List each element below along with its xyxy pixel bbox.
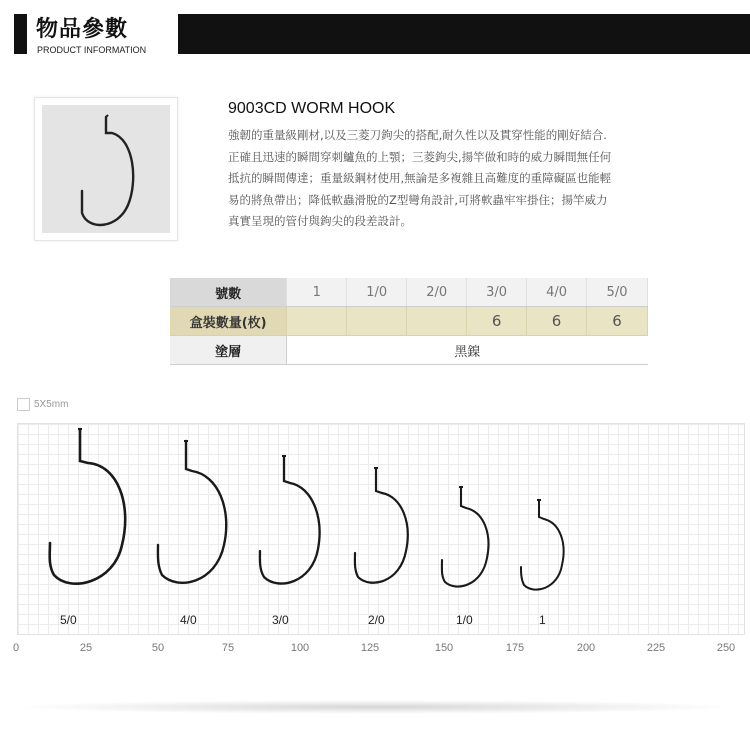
hook-5-0-icon <box>40 425 140 610</box>
coating-value: 黑鎳 <box>287 336 648 365</box>
header-right-bar <box>178 14 750 54</box>
hook-2-0-icon <box>348 465 420 603</box>
qty-cell <box>407 307 467 336</box>
spec-table <box>170 278 648 365</box>
grid-square-icon <box>17 398 30 411</box>
hook-1-icon <box>516 497 574 605</box>
hook-thumbnail-icon <box>42 105 170 233</box>
table-row-coating <box>170 336 648 365</box>
qty-cell <box>347 307 407 336</box>
description-line: 強韌的重量級剛材,以及三菱刀鉤尖的搭配,耐久性以及貫穿性能的剛好結合. <box>228 128 607 142</box>
product-title: 9003CD WORM HOOK <box>228 100 396 117</box>
size-cell: 5/0 <box>587 278 648 307</box>
qty-label: 盒裝數量(枚) <box>170 307 287 336</box>
size-cell: 3/0 <box>467 278 527 307</box>
ruler-tick: 200 <box>576 642 596 654</box>
qty-cell: 6 <box>587 307 648 336</box>
qty-cell <box>287 307 347 336</box>
ruler-tick: 25 <box>79 642 93 654</box>
bottom-shadow <box>10 700 740 714</box>
section-subtitle: PRODUCT INFORMATION <box>37 45 147 55</box>
table-row-qty <box>170 307 648 336</box>
description-line: 抵抗的瞬間傳達；重量級鋼材使用,無論是多複雜且高難度的重障礙區也能輕 <box>228 171 612 185</box>
grid-legend-label: 5X5mm <box>34 399 69 411</box>
ruler-tick: 250 <box>716 642 736 654</box>
table-row-size <box>170 278 648 307</box>
hook-label: 1 <box>539 613 546 627</box>
hook-label: 5/0 <box>60 613 77 627</box>
description-line: 真實呈現的管付與鉤尖的段差設計。 <box>228 214 412 228</box>
ruler-tick: 150 <box>434 642 454 654</box>
hook-label: 3/0 <box>272 613 289 627</box>
description-line: 易的將魚帶出；降低軟蟲滑脫的Z型彎角設計,可將軟蟲牢牢掛住；揚竿威力 <box>228 192 608 207</box>
ruler-tick: 100 <box>290 642 310 654</box>
size-label: 號數 <box>170 278 287 307</box>
hook-3-0-icon <box>252 453 332 605</box>
hook-label: 4/0 <box>180 613 197 627</box>
qty-cell: 6 <box>527 307 587 336</box>
description-line: 正確且迅速的瞬間穿刺鱸魚的上顎；三菱鉤尖,揚竿做和時的威力瞬間無任何 <box>228 149 612 164</box>
ruler-tick: 0 <box>12 642 20 654</box>
section-title: 物品參數 <box>36 17 129 42</box>
hook-1-0-icon <box>436 484 500 604</box>
ruler-tick: 175 <box>505 642 525 654</box>
header-left-bar <box>14 14 27 54</box>
ruler-tick: 75 <box>221 642 235 654</box>
size-cell: 1/0 <box>347 278 407 307</box>
qty-cell: 6 <box>467 307 527 336</box>
size-cell: 4/0 <box>527 278 587 307</box>
hook-label: 1/0 <box>456 613 473 627</box>
size-cell: 1 <box>287 278 347 307</box>
section-header <box>0 0 750 60</box>
ruler-tick: 125 <box>360 642 380 654</box>
ruler-tick: 50 <box>151 642 165 654</box>
size-cell: 2/0 <box>407 278 467 307</box>
hook-label: 2/0 <box>368 613 385 627</box>
hook-4-0-icon <box>150 437 240 607</box>
product-thumbnail <box>34 97 178 241</box>
coating-label: 塗層 <box>170 336 287 365</box>
thumbnail-background <box>42 105 170 233</box>
ruler-tick: 225 <box>646 642 666 654</box>
grid-legend <box>17 398 68 411</box>
product-description <box>228 125 728 233</box>
